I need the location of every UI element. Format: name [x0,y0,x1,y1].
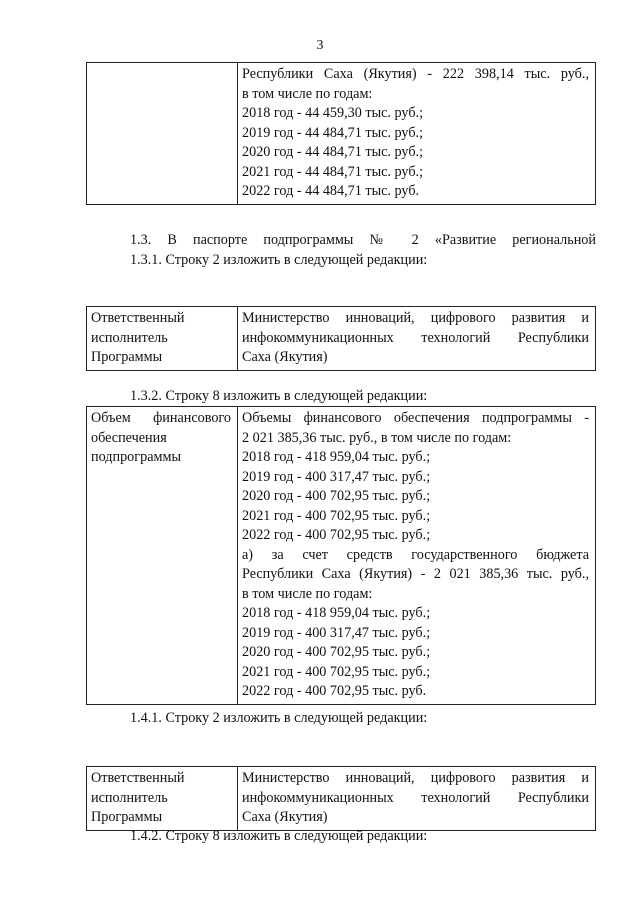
text-line: инфокоммуникационных технологий Республики [242,789,589,806]
text-line: 2021 год - 400 702,95 тыс. руб.; [242,663,431,680]
text-line: Министерство инноваций, цифрового развития и [242,770,589,786]
table-cell-label [87,767,238,831]
text-line: исполнитель [91,329,168,346]
text-line: Ответственный [91,310,185,326]
subparagraph-1-3-2 [86,386,596,406]
text-line: 2018 год - 418 959,04 тыс. руб.; [242,449,431,465]
text-line: а) за счет средств государственного бюджета [242,546,589,563]
table-cell-funding [238,63,596,205]
text-line: Республики Саха (Якутия) - 222 398,14 тыс. руб., [242,66,589,82]
text-line: исполнитель [91,789,168,806]
text-line: 2021 год - 400 702,95 тыс. руб.; [242,507,431,524]
table-responsible-executor-2 [86,766,596,831]
text-line: 2019 год - 400 317,47 тыс. руб.; [242,468,431,485]
text-line: 2018 год - 44 459,30 тыс. руб.; [242,105,424,121]
text-line: в том числе по годам: [242,585,373,602]
page-number: 3 [316,38,324,53]
text-line: 2018 год - 418 959,04 тыс. руб.; [242,605,431,621]
table-cell-value [238,307,596,371]
table-responsible-executor-1 [86,306,596,371]
text-line: 2022 год - 44 484,71 тыс. руб. [242,183,420,199]
paragraph-1-4 [86,708,596,728]
text-line: 2020 год - 400 702,95 тыс. руб.; [242,644,431,660]
subparagraph-1-4-2 [86,826,596,846]
text-line: подпрограммы [91,449,181,465]
subparagraph-text: 1.3.2. Строку 8 изложить в следующей редакции: [130,388,428,404]
text-line: Программы [91,349,163,365]
text-line: Ответственный [91,770,185,786]
table-cell-label [87,407,238,705]
text-line: 2019 год - 44 484,71 тыс. руб.; [242,124,424,141]
text-line: Республики Саха (Якутия) - 2 021 385,36 тыс. руб., [242,566,589,582]
table-cell-value [238,407,596,705]
subparagraph-1-4-1: 1.4.1. Строку 2 изложить в следующей редакции: [130,710,428,726]
table-funding-volume [86,406,596,705]
table-cell-empty [87,63,238,205]
table-funding-continuation [86,62,596,205]
text-line: 2 021 385,36 тыс. руб., в том числе по годам: [242,429,512,446]
subparagraph-text: 1.4.2. Строку 8 изложить в следующей редакции: [130,828,428,844]
text-line: обеспечения [91,429,167,446]
text-line: Саха (Якутия) [242,809,328,825]
text-line: Программы [91,809,163,825]
text-line: 2021 год - 44 484,71 тыс. руб.; [242,163,424,180]
paragraph-1-3 [86,230,596,270]
table-cell-label [87,307,238,371]
text-line: Объемы финансового обеспечения подпрограммы - [242,410,589,426]
text-line: 2020 год - 44 484,71 тыс. руб.; [242,144,424,160]
text-line: в том числе по годам: [242,85,373,102]
paragraph-line: 1.3. В паспорте подпрограммы № 2 «Развитие региональной [130,232,596,248]
subparagraph-1-3-1: 1.3.1. Строку 2 изложить в следующей редакции: [130,252,428,268]
text-line: 2022 год - 400 702,95 тыс. руб.; [242,527,431,543]
text-line: инфокоммуникационных технологий Республики [242,329,589,346]
text-line: 2022 год - 400 702,95 тыс. руб. [242,683,427,699]
text-line: 2020 год - 400 702,95 тыс. руб.; [242,488,431,504]
text-line: 2019 год - 400 317,47 тыс. руб.; [242,624,431,641]
text-line: Министерство инноваций, цифрового развития и [242,310,589,326]
text-line: Объем финансового [91,410,231,426]
text-line: Саха (Якутия) [242,349,328,365]
table-cell-value [238,767,596,831]
